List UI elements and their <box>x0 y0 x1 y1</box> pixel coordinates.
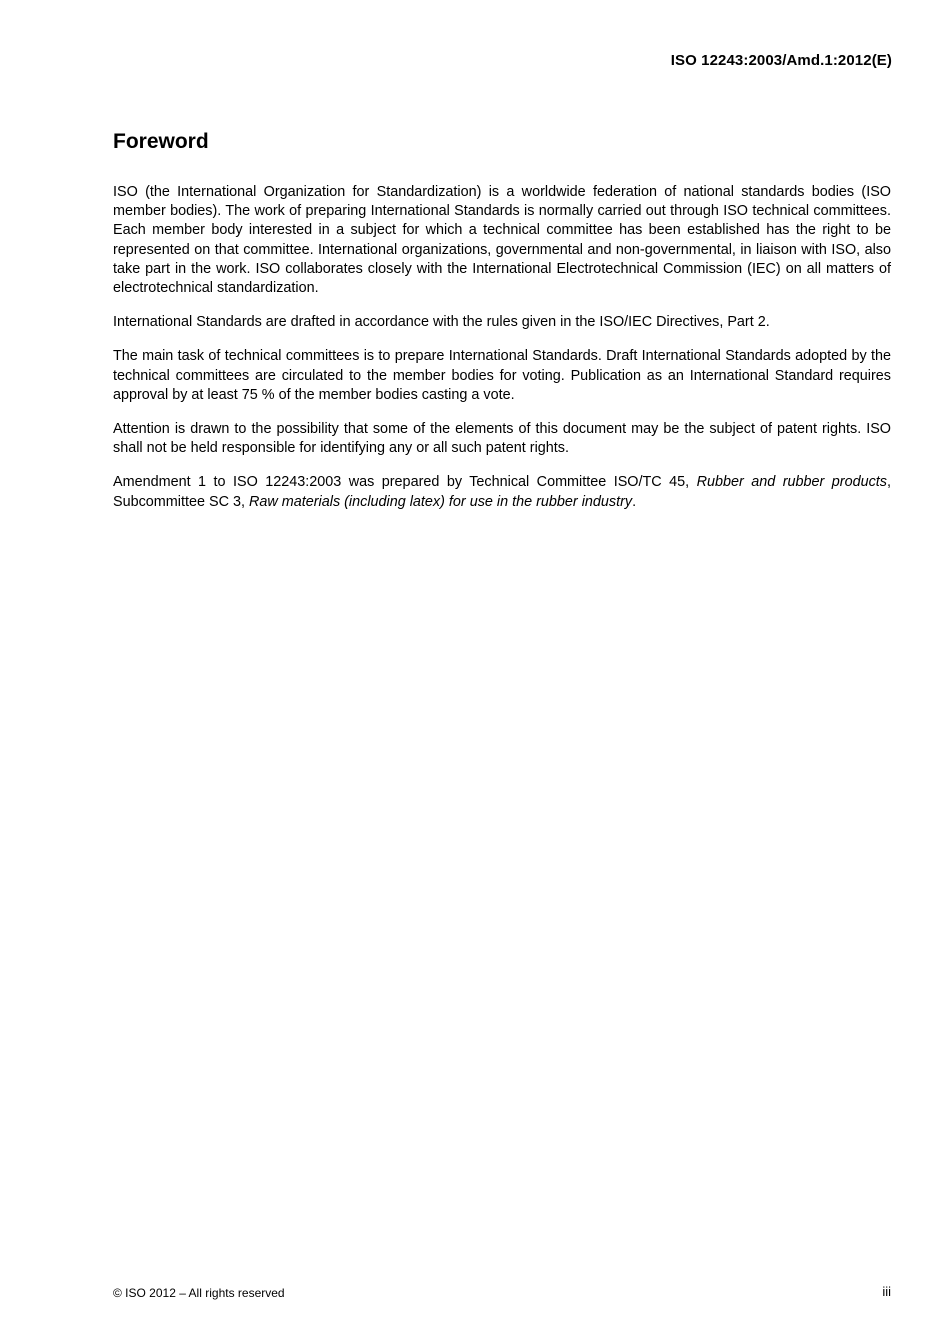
amendment-end: . <box>632 493 637 510</box>
document-id: ISO 12243:2003/Amd.1:2012(E) <box>670 52 892 69</box>
paragraph-patent: Attention is drawn to the possibility that some of the elements of this document may be the subject of patent rights. ISO shall not be held responsible for identifying any or all such patent rights. <box>113 421 891 457</box>
page-number: iii <box>882 1284 891 1299</box>
page-title: Foreword <box>113 130 209 153</box>
subcommittee-title: Raw materials (including latex) for use in the rubber industry <box>248 493 633 510</box>
foreword-body <box>113 183 891 527</box>
paragraph-amendment <box>113 473 891 511</box>
paragraph-committees: The main task of technical committees is to prepare International Standards. Draft International Standards adopted by the technical committees are circulated to the member bodies for voting. Publication as an International Standard requires approval by at least 75 % of the member bodies casting a vote. <box>113 348 891 403</box>
paragraph-iso-intro: ISO (the International Organization for Standardization) is a worldwide federation of national standards bodies (ISO member bodies). The work of preparing International Standards is normally carried out through ISO technical committees. Each member body interested in a subject for which a technical committee has been established has the right to be represented on that committee. International organizations, governmental and non-governmental, in liaison with ISO, also take part in the work. ISO collaborates closely with the International Electrotechnical Commission (IEC) on all matters of electrotechnical standardization. <box>113 184 891 297</box>
committee-title: Rubber and rubber products <box>696 474 887 491</box>
paragraph-directives: International Standards are drafted in accordance with the rules given in the ISO/IEC Directives, Part 2. <box>113 314 770 331</box>
amendment-mid: , Subcommittee SC 3, <box>113 474 891 510</box>
amendment-intro: Amendment 1 to ISO 12243:2003 was prepared by Technical Committee ISO/TC 45, <box>113 474 697 491</box>
copyright-notice: © ISO 2012 – All rights reserved <box>113 1286 285 1300</box>
